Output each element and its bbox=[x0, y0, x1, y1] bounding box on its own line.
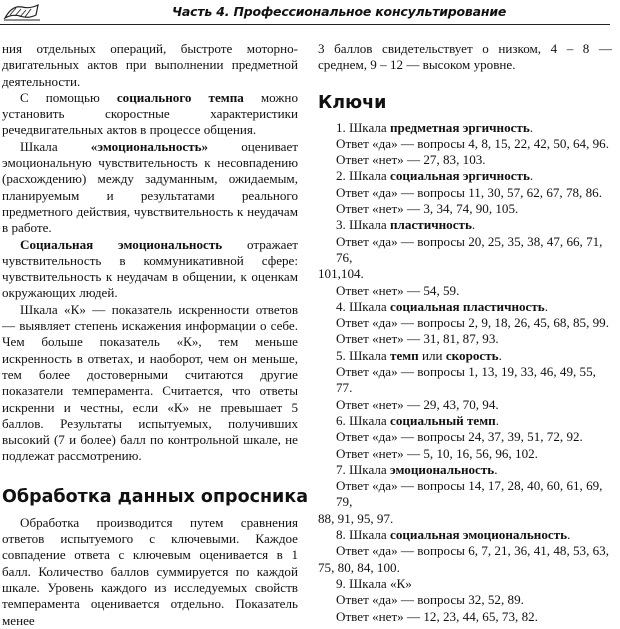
key-answer-no: Ответ «нет» — 27, 83, 103. bbox=[336, 152, 486, 168]
key-scale-title bbox=[318, 120, 612, 136]
scale-label: 4. Шкала bbox=[336, 298, 391, 314]
scale-name: социальная эмоциональность bbox=[390, 527, 568, 543]
key-answer-yes: Ответ «да» — вопросы 6, 7, 21, 36, 41, 48, 53, 63, bbox=[336, 543, 610, 559]
paragraph-emotionality: Шкала «эмоциональность» оценивает эмоциональную чувствительность к несовпадению (расхождению) между задуманным, ожидаемым, планируемым и результатами реального предметного действия, чувствительность к неудачам в работе. bbox=[2, 138, 298, 236]
paragraph-k-scale: Шкала «К» — показатель искренности ответов — выявляет степень искажения информации о себе. Чем больше показатель «К», тем меньше искренность в ответах, и наоборот, чем он меньше, тем более достоверными считаются другие показатели темперамента. Считается, что ответы искренни и честны, если «К» не превышает 5 баллов. Результаты испытуемых, получивших высокий (7 и более) балл по контрольной шкале, не подлежат рассмотрению. bbox=[2, 301, 298, 464]
scale-label: . bbox=[529, 119, 534, 135]
key-scale-title bbox=[318, 217, 612, 233]
paragraph-processing: Обработка производится путем сравнения ответов испытуемого с ключевыми. Каждое совпадение ответа с ключевым оценивается в 1 балл. Количество баллов суммируется по каждой шкале. Уровень каждого из исследуемых свойств темперамента оценивается отдельно. Показатель менее bbox=[2, 514, 298, 628]
key-answer-yes: Ответ «да» — вопросы 4, 8, 15, 22, 42, 50, 64, 96. bbox=[336, 135, 610, 151]
key-scale-title bbox=[318, 168, 612, 184]
section-heading-keys: Ключи bbox=[318, 92, 387, 113]
section-heading-processing: Обработка данных опросника bbox=[2, 486, 309, 507]
paragraph-social-emotionality: Социальная эмоциональность отражает чувствительность в коммуникативной сфере: чувствительность к неудачам в общении, к оценкам окружающих людей. bbox=[2, 236, 298, 301]
scale-name: социальный темп bbox=[390, 412, 496, 428]
scale-label: 3. Шкала bbox=[336, 217, 391, 233]
running-header-title: Часть 4. Профессиональное консультирование bbox=[172, 4, 507, 19]
key-answer-no: Ответ «нет» — 5, 10, 16, 56, 96, 102. bbox=[336, 445, 538, 461]
key-answer-yes: Ответ «да» — вопросы 1, 13, 19, 33, 46, 49, 55, 77. bbox=[336, 364, 596, 396]
scale-label: 2. Шкала bbox=[336, 168, 391, 184]
scale-name: темп bbox=[390, 347, 419, 363]
key-answer-no: Ответ «нет» — 31, 81, 87, 93. bbox=[336, 331, 499, 347]
scale-label: 9. Шкала «К» bbox=[336, 575, 412, 591]
left-column bbox=[2, 41, 309, 629]
key-answer-yes: Ответ «да» — вопросы 20, 25, 35, 38, 47, 66, 71, 76, bbox=[336, 233, 603, 265]
header-rule bbox=[0, 24, 610, 25]
key-answer-yes: Ответ «да» — вопросы 24, 37, 39, 51, 72, 92. bbox=[336, 429, 583, 445]
key-answer-no: Ответ «нет» — 29, 43, 70, 94. bbox=[336, 396, 499, 412]
key-answer-yes-continued: 88, 91, 95, 97. bbox=[318, 510, 394, 526]
key-answer-no: Ответ «нет» — 54, 59. bbox=[336, 282, 460, 298]
scale-label: 8. Шкала bbox=[336, 527, 391, 543]
scale-label: или bbox=[418, 347, 446, 363]
right-column bbox=[318, 41, 612, 625]
key-scale-title bbox=[318, 348, 612, 364]
scale-name: социальная эргичность bbox=[390, 168, 530, 184]
paragraph-levels: 3 баллов свидетельствует о низком, 4 – 8 — среднем, 9 – 12 — высоком уровне. bbox=[318, 41, 612, 73]
scale-name: пластичность bbox=[390, 217, 472, 233]
key-scale-title bbox=[318, 576, 612, 592]
scale-label: . bbox=[498, 347, 502, 363]
key-answer-yes: Ответ «да» — вопросы 14, 17, 28, 40, 60, 61, 69, 79, bbox=[336, 478, 603, 510]
scale-label: . bbox=[494, 461, 498, 477]
scale-name: скорость bbox=[445, 347, 499, 363]
key-answer-yes: Ответ «да» — вопросы 2, 9, 18, 26, 45, 68, 85, 99. bbox=[336, 315, 610, 331]
key-answer-no: Ответ «нет» — 3, 34, 74, 90, 105. bbox=[336, 201, 519, 217]
key-answer-yes-continued: 101,104. bbox=[318, 266, 364, 282]
book-logo-icon bbox=[2, 1, 42, 23]
key-scale-title bbox=[318, 462, 612, 478]
key-answer-yes-continued: 75, 80, 84, 100. bbox=[318, 559, 400, 575]
scale-name: предметная эргичность bbox=[390, 119, 530, 135]
key-scale-title bbox=[318, 527, 612, 543]
key-answer-yes: Ответ «да» — вопросы 11, 30, 57, 62, 67, 78, 86. bbox=[336, 184, 602, 200]
paragraph: ния отдельных операций, быстроте моторно-двигательных актов при выполнении предметной деятельности. bbox=[2, 41, 298, 89]
keys-list bbox=[318, 120, 612, 625]
scale-name: социальная пластичность bbox=[390, 298, 545, 314]
scale-label: . bbox=[544, 298, 548, 314]
scale-label: . bbox=[471, 217, 476, 233]
scale-label: 1. Шкала bbox=[336, 119, 391, 135]
scale-label: 7. Шкала bbox=[336, 461, 391, 477]
scale-name: эмоциональность bbox=[390, 461, 495, 477]
scale-label: . bbox=[495, 412, 499, 428]
paragraph-social-tempo: С помощью социального темпа можно установить скоростные характеристики речедвигательных актов в процессе общения. bbox=[2, 89, 298, 138]
scale-label: 5. Шкала bbox=[336, 347, 391, 363]
key-scale-title bbox=[318, 299, 612, 315]
key-answer-yes: Ответ «да» — вопросы 32, 52, 89. bbox=[336, 592, 524, 608]
scale-label: 6. Шкала bbox=[336, 412, 391, 428]
scale-label: . bbox=[567, 527, 571, 543]
scale-label: . bbox=[529, 168, 534, 184]
key-answer-no: Ответ «нет» — 12, 23, 44, 65, 73, 82. bbox=[336, 608, 538, 624]
page-header bbox=[0, 0, 620, 26]
key-scale-title bbox=[318, 413, 612, 429]
